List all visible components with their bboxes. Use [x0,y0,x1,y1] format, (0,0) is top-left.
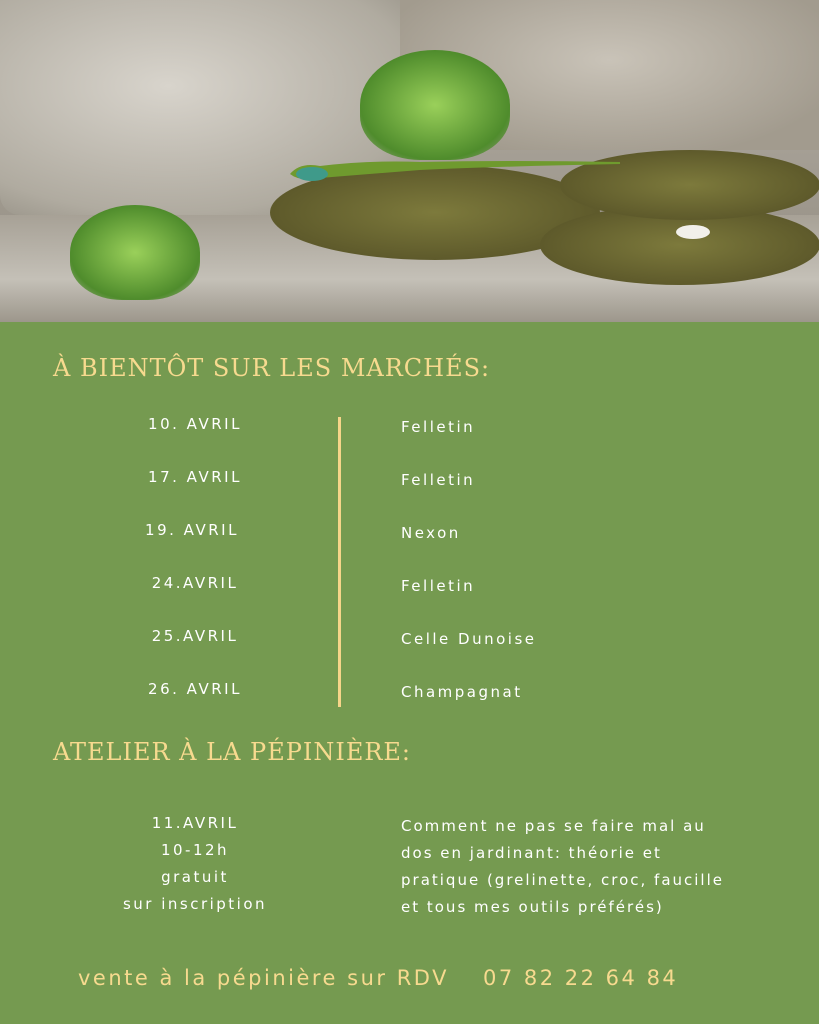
atelier-registration: sur inscription [122,895,268,913]
lizard [290,152,620,182]
market-place: Nexon [401,524,461,542]
description-line: dos en jardinant: théorie et [401,844,662,862]
phone-number: 07 82 22 64 84 [482,966,679,990]
footer [78,966,712,990]
market-date: 24.AVRIL [151,574,239,592]
divider [338,417,341,707]
atelier-date: 11.AVRIL [151,814,239,832]
market-place: Felletin [401,471,476,489]
atelier-title: ATELIER À LA PÉPINIÈRE: [53,738,412,766]
shell [676,225,710,239]
market-date: 25.AVRIL [151,627,239,645]
atelier-info [95,810,295,918]
markets-title: À BIENTÔT SUR LES MARCHÉS: [53,354,491,382]
plant [70,205,200,300]
atelier-description [401,813,724,921]
description-line: pratique (grelinette, croc, faucille [401,871,724,889]
atelier-price: gratuit [161,868,229,886]
market-date: 17. AVRIL [148,468,242,486]
market-date: 26. AVRIL [148,680,242,698]
market-place: Champagnat [401,683,523,701]
description-line: et tous mes outils préférés) [401,898,664,916]
market-date: 19. AVRIL [145,521,239,539]
plant [360,50,510,160]
header-photo-lizard-on-rock [0,0,819,322]
footer-text: vente à la pépinière sur RDV [78,966,449,990]
description-line: Comment ne pas se faire mal au [401,817,706,835]
atelier-time: 10-12h [160,841,230,859]
market-date: 10. AVRIL [148,415,242,433]
market-place: Celle Dunoise [401,630,537,648]
market-place: Felletin [401,418,476,436]
market-place: Felletin [401,577,476,595]
